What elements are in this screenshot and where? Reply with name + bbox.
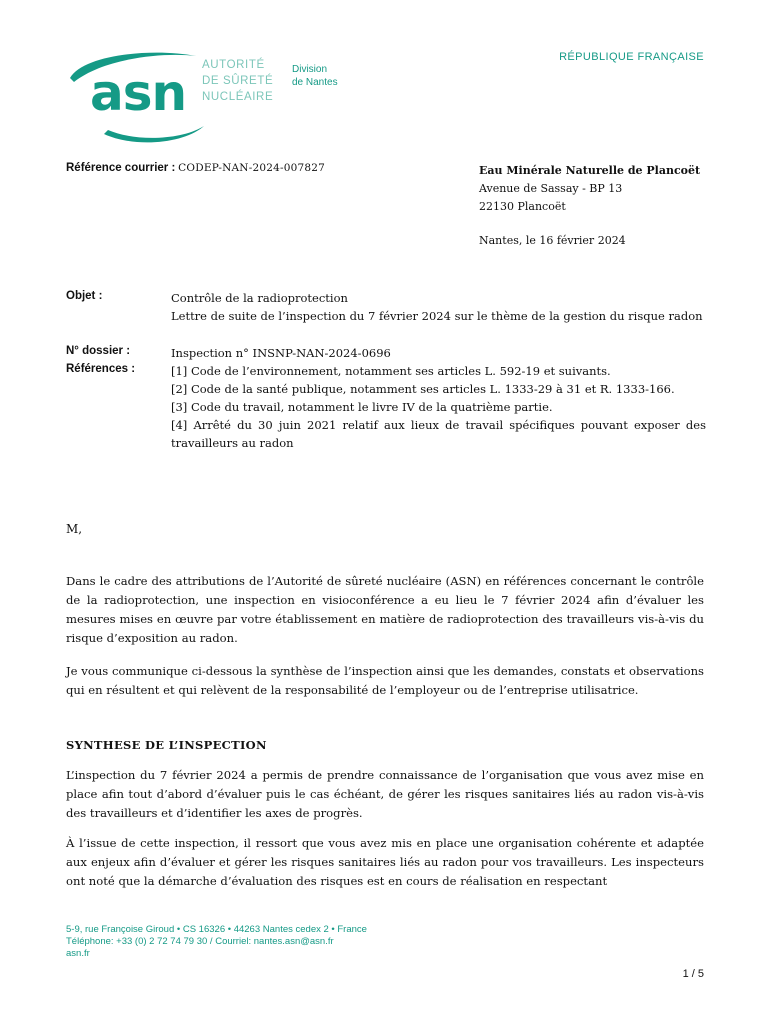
- division-line: de Nantes: [292, 77, 338, 88]
- section-heading: SYNTHESE DE L’INSPECTION: [66, 738, 267, 752]
- body-paragraph: Je vous communique ci-dessous la synthèse de l’inspection ainsi que les demandes, constats et observations qui en résultent et qui relèvent de la responsabilité de l’employeur ou de l’entreprise utilisatrice.: [66, 664, 704, 697]
- addressee-line: 22130 Plancoët: [479, 200, 566, 213]
- addressee-line: Avenue de Sassay - BP 13: [479, 182, 623, 195]
- objet-label: Objet :: [66, 290, 103, 302]
- reference-label: Référence courrier :: [66, 162, 176, 174]
- footer-phone-email: Téléphone: +33 (0) 2 72 74 79 30 / Courriel: nantes.asn@asn.fr: [66, 936, 334, 947]
- page-number: 1 / 5: [682, 968, 704, 980]
- objet-line: Contrôle de la radioprotection: [171, 291, 348, 305]
- republique-francaise: RÉPUBLIQUE FRANÇAISE: [559, 51, 704, 63]
- division-label: [292, 63, 338, 89]
- reference-item: [3] Code du travail, notamment le livre IV de la quatrième partie.: [171, 400, 553, 414]
- asn-logo: [64, 48, 284, 148]
- references-label: Références :: [66, 363, 136, 375]
- logo-wordmark: asn: [90, 64, 187, 122]
- body-paragraph: À l’issue de cette inspection, il ressort que vous avez mis en place une organisation cohérente et adaptée aux enjeux afin d’évaluer et gérer les risques sanitaires liés au radon pour vos travailleurs. Les inspecteurs ont noté que la démarche d’évaluation des risques est en cours de réalisation en respectant: [66, 836, 704, 888]
- division-line: Division: [292, 64, 328, 75]
- objet-line: Lettre de suite de l’inspection du 7 février 2024 sur le thème de la gestion du risque radon: [171, 309, 703, 323]
- reference-item: [4] Arrêté du 30 juin 2021 relatif aux lieux de travail spécifiques pouvant exposer des travailleurs au radon: [171, 418, 706, 450]
- footer-website-link[interactable]: asn.fr: [66, 948, 90, 959]
- references-list: [171, 362, 706, 452]
- salutation: M,: [66, 522, 83, 536]
- logo-name-line: DE SÛRETÉ: [202, 75, 274, 87]
- logo-name-line: NUCLÉAIRE: [202, 91, 274, 103]
- addressee-name: Eau Minérale Naturelle de Plancoët: [479, 164, 701, 177]
- reference-courrier: [66, 162, 325, 174]
- reference-item: [1] Code de l’environnement, notamment ses articles L. 592-19 et suivants.: [171, 364, 611, 378]
- body-paragraph: Dans le cadre des attributions de l’Autorité de sûreté nucléaire (ASN) en références concernant le contrôle de la radioprotection, une inspection en visioconférence a eu lieu le 7 février 2024 afin d’évaluer les mesures mises en œuvre par votre établissement en matière de radioprotection des travailleurs vis-à-vis du risque d’exposition au radon.: [66, 574, 704, 645]
- logo-authority-name: [202, 57, 273, 105]
- letter-date: Nantes, le 16 février 2024: [479, 234, 626, 247]
- footer-address: 5-9, rue Françoise Giroud • CS 16326 • 44263 Nantes cedex 2 • France: [66, 924, 367, 935]
- body-paragraph: L’inspection du 7 février 2024 a permis de prendre connaissance de l’organisation que vous avez mise en place afin tout d’abord d’évaluer puis le cas échéant, de gérer les risques sanitaires liés au radon vis-à-vis des travailleurs et d’identifier les axes de progrès.: [66, 768, 704, 820]
- dossier-value: Inspection n° INSNP-NAN-2024-0696: [171, 346, 391, 360]
- logo-name-line: AUTORITÉ: [202, 59, 265, 71]
- dossier-label: N° dossier :: [66, 345, 131, 357]
- footer-contact: [66, 924, 367, 960]
- objet-value: [171, 289, 706, 325]
- reference-value: CODEP-NAN-2024-007827: [178, 162, 325, 174]
- reference-item: [2] Code de la santé publique, notamment ses articles L. 1333-29 à 31 et R. 1333-166.: [171, 382, 675, 396]
- addressee-block: [479, 162, 700, 216]
